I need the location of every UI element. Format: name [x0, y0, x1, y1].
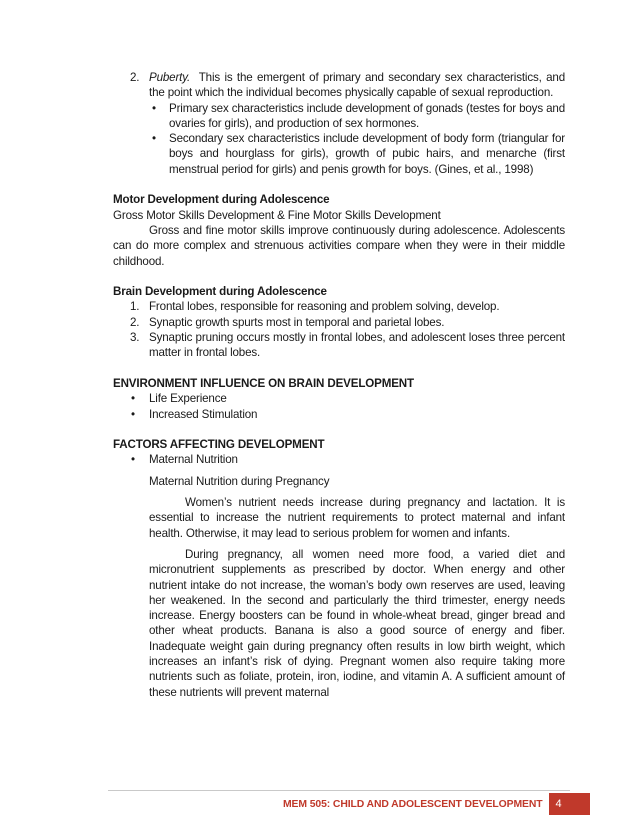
brain-item-3	[113, 330, 565, 361]
list-item-text: Synaptic pruning occurs mostly in frontal lobes, and adolescent loses three percent matter in frontal lobes.	[149, 331, 565, 360]
factors-paragraph-2: During pregnancy, all women need more food, a varied diet and micronutrient supplements as prescribed by doctor. When energy and other nutrient intake do not increase, the woman’s body own reserves are used, leaving her weakened. In the second and particularly the third trimester, energy needs increase. Energy boosters can be found in whole-wheat bread, ginger bread and other wheat products. Banana is also a good source of energy and fiber. Inadequate weight gain during pregnancy often results in low birth weight, which increases an infant’s risk of dying. Pregnant women also require taking more nutrients such as foliate, protein, iron, iodine, and vitamin A. A sufficient amount of these nutrients will prevent maternal	[149, 547, 565, 699]
puberty-bullet-2	[113, 131, 565, 177]
bullet-icon: •	[131, 407, 135, 421]
motor-subheading: Gross Motor Skills Development & Fine Motor Skills Development	[113, 208, 441, 222]
brain-heading: Brain Development during Adolescence	[113, 285, 327, 299]
puberty-term: Puberty.	[149, 71, 191, 84]
factors-subheading: Maternal Nutrition during Pregnancy	[149, 474, 330, 488]
environment-item-1	[113, 391, 565, 406]
page-content	[113, 70, 565, 700]
bullet-icon: •	[152, 101, 156, 115]
brain-item-2	[113, 315, 565, 330]
puberty-item	[113, 70, 565, 101]
environment-heading: ENVIRONMENT INFLUENCE ON BRAIN DEVELOPMENT	[113, 376, 414, 390]
page-number: 4	[549, 793, 590, 815]
bullet-icon: •	[152, 132, 156, 146]
puberty-text	[149, 70, 565, 101]
list-item-text: Synaptic growth spurts most in temporal and parietal lobes.	[149, 315, 445, 329]
list-item-text: Maternal Nutrition	[149, 453, 238, 467]
factors-heading: FACTORS AFFECTING DEVELOPMENT	[113, 438, 325, 452]
factors-bullet	[113, 452, 565, 467]
motor-heading: Motor Development during Adolescence	[113, 193, 330, 207]
list-number: 1.	[130, 300, 140, 314]
brain-item-1	[113, 299, 565, 314]
motor-paragraph: Gross and fine motor skills improve continuously during adolescence. Adolescents can do more complex and strenuous activities compare when they were in their middle childhood.	[113, 223, 565, 268]
puberty-bullet-1	[113, 101, 565, 132]
footer-course-label: MEM 505: CHILD AND ADOLESCENT DEVELOPMENT	[283, 798, 543, 810]
puberty-definition: This is the emergent of primary and secondary sex characteristics, and the point which the individual becomes physically capable of sexual reproduction.	[149, 71, 565, 100]
footer-divider	[108, 790, 570, 791]
page-footer	[283, 794, 590, 814]
bullet-icon: •	[131, 453, 135, 467]
puberty-bullet-text: Secondary sex characteristics include development of body form (triangular for boys and hourglass for girls), growth of pubic hairs, and menarche (first menstrual period for girls) and penis growth for boys. (Gines, et al., 1998)	[169, 132, 565, 176]
list-item-text: Frontal lobes, responsible for reasoning and problem solving, develop.	[149, 300, 500, 314]
factors-paragraph-1: Women’s nutrient needs increase during pregnancy and lactation. It is essential to increase the nutrient requirements to protect maternal and infant health. Otherwise, it may lead to serious problem for women and infants.	[149, 496, 565, 540]
list-item-text: Increased Stimulation	[149, 407, 258, 421]
environment-item-2	[113, 407, 565, 422]
list-number: 3.	[130, 331, 140, 345]
list-item-text: Life Experience	[149, 392, 227, 406]
puberty-bullet-text: Primary sex characteristics include development of gonads (testes for boys and ovaries for girls), and production of sex hormones.	[169, 101, 565, 130]
bullet-icon: •	[131, 392, 135, 406]
list-number: 2.	[130, 315, 140, 329]
puberty-number: 2.	[130, 71, 140, 84]
